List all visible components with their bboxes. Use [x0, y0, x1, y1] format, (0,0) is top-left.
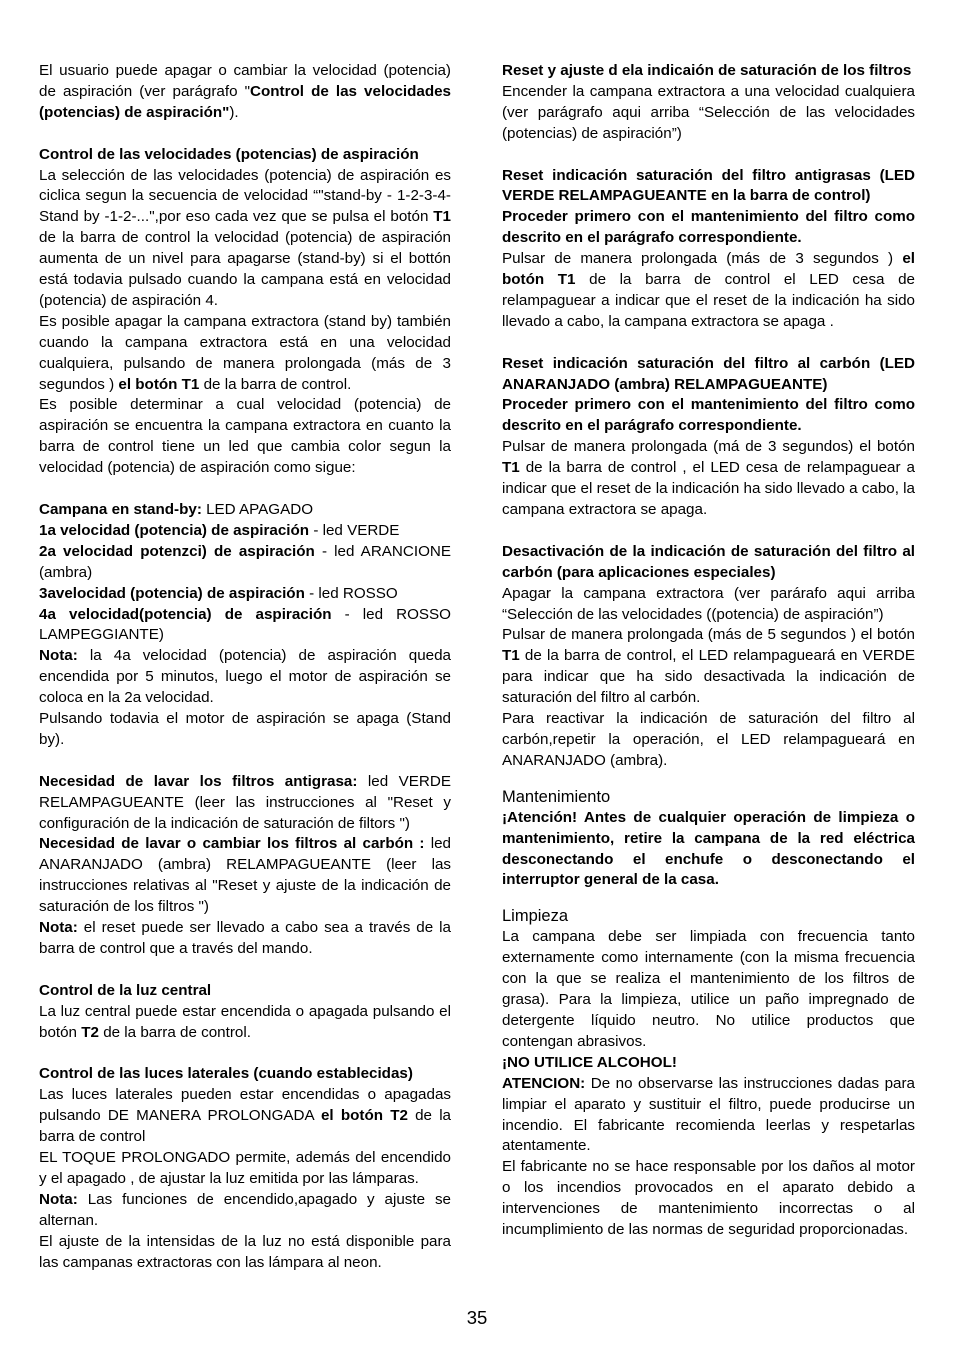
right-column [502, 61, 915, 1241]
speeds-paragraph: La selección de las velocidades (potencia) de aspiración es ciclica segun la secuencia de velocidad “"stand-by - 1-2-3-4-Stand by -1-2-...",por eso cada vez que se pulsa el botón T1 de la barra de control la velocidad (potencia) de aspiración aumenta de un nivel para apagarse (stand-by) si el bottón está todavia pulsado cuando la campana está en velocidad (potencia) de aspiración 4. [39, 166, 451, 309]
left-column [39, 61, 451, 1273]
carbon-reset-heading: Reset indicación saturación del filtro al carbón (LED ANARANJADO (ambra) RELAMPAGUEANTE) [502, 354, 915, 393]
lateral-lights-heading: Control de las luces laterales (cuando establecidas) [39, 1065, 413, 1083]
page-number: 35 [466, 1307, 488, 1328]
long-press-paragraph: EL TOQUE PROLONGADO permite, además del encendido y el apagado , de ajustar la luz emitida por las lámparas. [39, 1149, 451, 1187]
speed-4: 4a velocidad(potencia) de aspiración - led ROSSO LAMPEGGIANTE) [39, 605, 451, 644]
no-alcohol-warning: ¡NO UTILICE ALCOHOL! [502, 1053, 677, 1071]
lateral-lights-paragraph: Las luces laterales pueden estar encendidas o apagadas pulsando DE MANERA PROLONGADA el botón T2 de la barra de control [39, 1086, 452, 1146]
reactivation-paragraph: Para reactivar la indicación de saturación del filtro al carbón,repetir la operación, el LED relampagueará en ANARANJADO (ambra). [502, 710, 915, 769]
grease-filter-paragraph: Necesidad de lavar los filtros antigrasa: led VERDE RELAMPAGUEANTE (leer las instrucciones al "Reset y configuración de la indicación de saturación de filtors ") [39, 772, 451, 832]
neon-paragraph: El ajuste de la intensidas de la luz no está disponible para las campanas extractoras con las lámpara al neon. [39, 1232, 451, 1271]
speed-3: 3avelocidad (potencia) de aspiración - led ROSSO [39, 584, 398, 602]
cleaning-heading: Limpieza [502, 907, 569, 926]
reset-heading: Reset y ajuste d ela indicaión de saturación de los filtros [502, 62, 912, 79]
grease-reset-heading: Reset indicación saturación del filtro antigrasas (LED VERDE RELAMPAGUEANTE en la barra de control) [502, 166, 915, 205]
deactivation-paragraph-2: Pulsar de manera prolongada (más de 5 segundos ) el botón T1 de la barra de control, el LED relampagueará en VERDE para indicar que ha sido desactivada la indicación de saturación del filtro al carbón. [502, 626, 915, 707]
note-4th-speed: Nota: la 4a velocidad (potencia) de aspiración queda encendida por 5 minutos, luego el motor de aspiración se coloca en la 2a velocidad. [39, 647, 451, 707]
note-functions: Nota: Las funciones de encendido,apagado y ajuste se alternan. [39, 1190, 451, 1229]
standby-note: Pulsando todavia el motor de aspiración se apaga (Stand by). [39, 710, 451, 748]
grease-reset-paragraph: Pulsar de manera prolongada (más de 3 segundos ) el botón T1 de la barra de control el LED cesa de relampaguear a indicar que el reset de la indicación ha sido llevado a cabo, la campana extractora se apaga . [502, 250, 916, 330]
carbon-reset-paragraph: Pulsar de manera prolongada (má de 3 segundos) el botón T1 de la barra de control , el LED cesa de relampaguear a indicar que el reset de la indicación ha sido llevado a cabo, la campana extractora se apaga. [502, 438, 915, 518]
central-light-paragraph: La luz central puede estar encendida o apagada pulsando el botón T2 de la barra de control. [39, 1002, 451, 1041]
note-reset: Nota: el reset puede ser llevado a cabo sea a través de la barra de control que a través del mando. [39, 919, 451, 958]
deactivation-heading: Desactivación de la indicación de saturación del filtro al carbón (para aplicaciones especiales) [502, 542, 915, 581]
grease-reset-subheading: Proceder primero con el mantenimiento del filtro como descrito en el parágrafo correspondiente. [502, 208, 915, 247]
intro-paragraph: El usuario puede apagar o cambiar la velocidad (potencia) de aspiración (ver parágrafo "Control de las velocidades (potencias) de aspiración"). [39, 62, 452, 121]
reset-paragraph: Encender la campana extractora a una velocidad cualquiera (ver parágrafo aqui arriba “Selección de las velocidades (potencias) de aspiración”) [502, 82, 915, 142]
carbon-filter-paragraph: Necesidad de lavar o cambiar los filtros al carbón : led ANARANJADO (ambra) RELAMPAGUEANTE (leer las instrucciones relativas al "Reset y ajuste de la indicación de saturación de los filtros ") [39, 835, 451, 916]
standby-paragraph: Es posible apagar la campana extractora (stand by) también cuando la campana extractora está en una velocidad cualquiera, pulsando de manera prolongada (más de 3 segundos ) el botón T1 de la barra de control. [39, 312, 451, 393]
central-light-heading: Control de la luz central [39, 981, 212, 999]
deactivation-paragraph-1: Apagar la campana extractora (ver parárafo aqui arriba “Selección de las velocidades ((potencia) de aspiración”) [502, 584, 915, 623]
speed-standby: Campana en stand-by: LED APAGADO [39, 501, 314, 518]
maintenance-heading: Mantenimiento [502, 787, 611, 806]
speed-1: 1a velocidad (potencia) de aspiración - led VERDE [39, 521, 400, 539]
speeds-heading: Control de las velocidades (potencias) de aspiración [39, 145, 419, 163]
maintenance-warning: ¡Atención! Antes de cualquier operación de limpieza o mantenimiento, retire la campana de la red eléctrica desconectando el enchufe o desconectando el interruptor general de la casa. [502, 808, 915, 889]
attention-paragraph: ATENCION: De no observarse las instrucciones dadas para limpiar el aparato y sustituir el filtro, puede producirse un incendio. El fabricante recomienda leerlas y respetarlas atentamente. [502, 1074, 915, 1155]
carbon-reset-subheading: Proceder primero con el mantenimiento del filtro como descrito en el parágrafo correspondiente. [502, 396, 915, 435]
cleaning-paragraph: La campana debe ser limpiada con frecuencia tanto externamente como internamente (con la misma frecuencia con la que se realiza el mantenimiento de los filtros de grasa). Para la limpieza, utilice un paño impregnado de detergente líquido neutro. No utilice productos que contengan abrasivos. [502, 928, 915, 1050]
speed-2: 2a velocidad potenzci) de aspiración - led ARANCIONE (ambra) [39, 542, 451, 581]
liability-paragraph: El fabricante no se hace responsable por los daños al motor o los incendios provocados en el aparato debido a intervenciones de mantenimiento incorrectas o al incumplimiento de las normas de seguridad proporcionadas. [502, 1158, 915, 1239]
led-paragraph: Es posible determinar a cual velocidad (potencia) de aspiración se encuentra la campana extractora en cuanto la barra de control tiene un led que cambia color segun la velocidad (potencia) de aspiración como sigue: [39, 396, 451, 477]
